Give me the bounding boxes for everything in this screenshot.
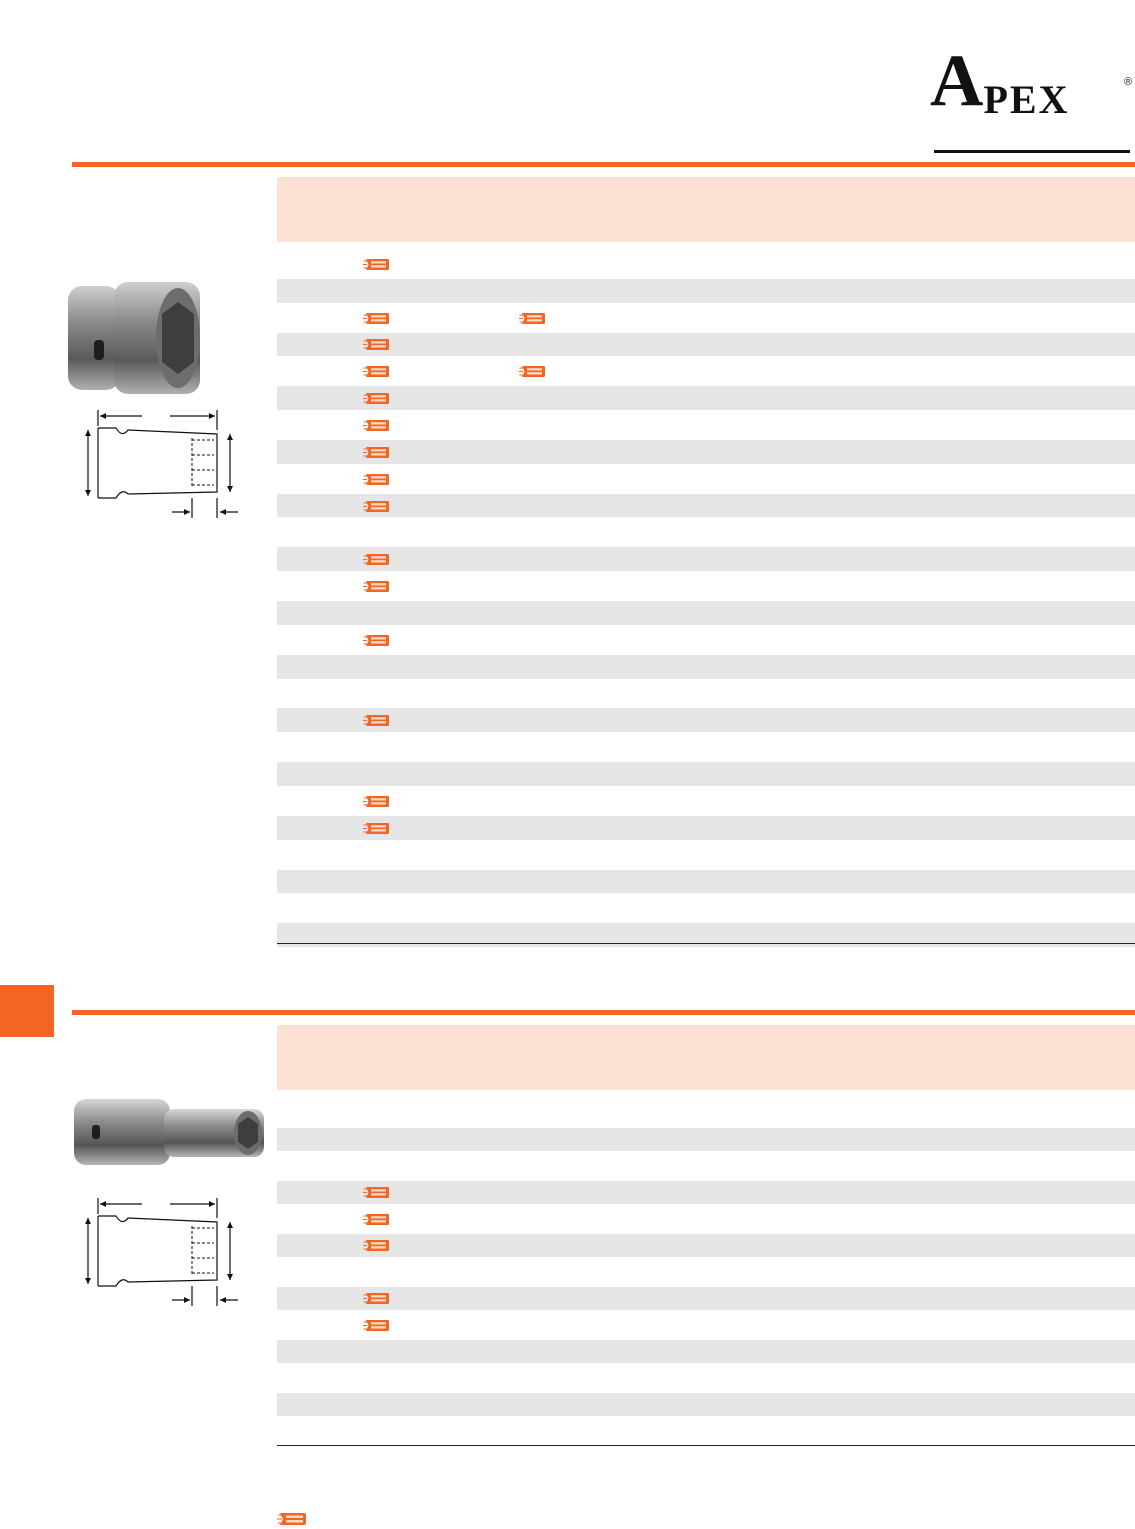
apex-logo-wordmark: APEX	[930, 40, 1070, 122]
rapid-select-badge-icon	[363, 312, 390, 325]
rapid-select-badge-icon	[363, 822, 390, 835]
table-row	[277, 1234, 1135, 1258]
rapid-select-badge-icon	[363, 1213, 390, 1226]
rapid-select-badge-icon	[363, 392, 390, 405]
table-row	[277, 386, 1135, 410]
section-2-rule	[72, 1010, 1135, 1015]
table-row	[277, 306, 1135, 330]
table-row	[277, 521, 1135, 545]
registered-mark: ®	[1124, 76, 1133, 88]
section-1-dimension-diagram	[72, 400, 247, 520]
table-row	[277, 1393, 1135, 1417]
section-2-table-end	[277, 1445, 1135, 1446]
table-row	[277, 547, 1135, 571]
rapid-select-badge-icon	[363, 1239, 390, 1252]
table-row	[277, 789, 1135, 813]
table-row	[277, 359, 1135, 383]
table-row	[277, 601, 1135, 625]
table-row	[277, 1154, 1135, 1178]
deep-socket-photo	[72, 1097, 266, 1167]
table-row	[277, 1366, 1135, 1390]
rapid-select-badge-icon	[363, 338, 390, 351]
table-row	[277, 870, 1135, 894]
rapid-select-badge-icon	[363, 714, 390, 727]
table-row	[277, 843, 1135, 867]
table-row	[277, 628, 1135, 652]
table-row	[277, 1419, 1135, 1443]
rapid-select-badge-icon	[363, 634, 390, 647]
table-row	[277, 574, 1135, 598]
section-1-table-end	[277, 943, 1135, 944]
table-row	[277, 1101, 1135, 1125]
rapid-select-badge-icon	[363, 446, 390, 459]
table-row	[277, 494, 1135, 518]
table-row	[277, 1287, 1135, 1311]
table-row	[277, 279, 1135, 303]
table-row	[277, 1313, 1135, 1337]
rapid-select-badge-icon	[363, 1292, 390, 1305]
table-row	[277, 735, 1135, 759]
table-row	[277, 413, 1135, 437]
section-1-rule	[72, 162, 1135, 167]
section-2-header-band	[277, 1025, 1135, 1090]
section-1-header-band	[277, 177, 1135, 242]
table-row	[277, 440, 1135, 464]
rapid-select-badge-icon	[363, 795, 390, 808]
rapid-select-badge-icon	[363, 1186, 390, 1199]
rapid-select-badge-icon	[363, 580, 390, 593]
table-row	[277, 816, 1135, 840]
standard-socket-photo	[66, 280, 202, 396]
side-index-tab	[0, 985, 54, 1037]
table-row	[277, 1181, 1135, 1205]
table-row	[277, 762, 1135, 786]
rapid-select-badge-icon	[363, 473, 390, 486]
table-row	[277, 1207, 1135, 1231]
rapid-select-badge-icon	[363, 258, 390, 271]
table-row	[277, 708, 1135, 732]
rapid-select-badge-icon	[363, 1319, 390, 1332]
table-row	[277, 1128, 1135, 1152]
rapid-select-badge-icon	[363, 500, 390, 513]
rapid-select-badge-icon	[519, 312, 546, 325]
table-row	[277, 682, 1135, 706]
table-row	[277, 655, 1135, 679]
logo-underline	[934, 150, 1130, 153]
table-row	[277, 1340, 1135, 1364]
rapid-select-badge-icon	[363, 553, 390, 566]
rapid-select-legend-icon	[277, 1512, 307, 1526]
section-2-dimension-diagram	[72, 1188, 247, 1308]
table-row	[277, 333, 1135, 357]
table-row	[277, 896, 1135, 920]
rapid-select-badge-icon	[363, 365, 390, 378]
rapid-select-badge-icon	[363, 419, 390, 432]
apex-logo	[930, 42, 1135, 120]
table-row	[277, 252, 1135, 276]
table-row	[277, 1260, 1135, 1284]
rapid-select-badge-icon	[519, 365, 546, 378]
table-row	[277, 467, 1135, 491]
